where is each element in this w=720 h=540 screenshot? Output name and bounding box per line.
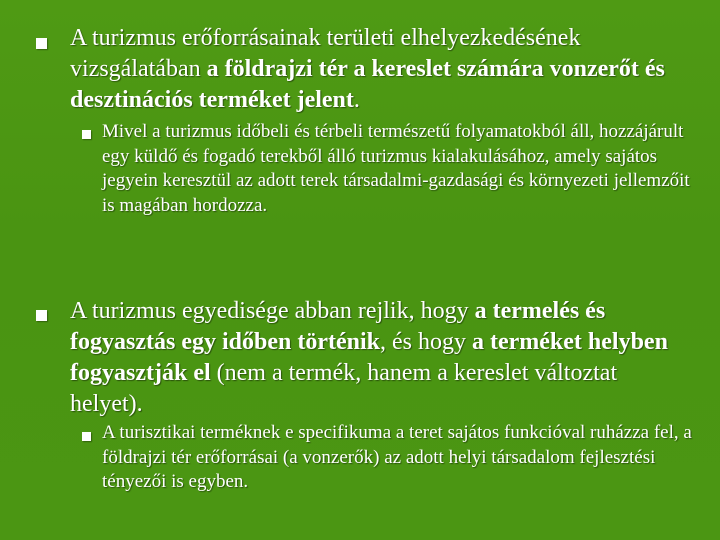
bold-text-segment: a termelés és fogyasztás egy időben történik [70, 298, 606, 355]
square-bullet-icon [36, 310, 47, 321]
text-segment: A turisztikai terméknek e specifikuma a teret sajátos funkcióval ruházza fel, a földrajzi tér erőforrásai (a vonzerők) az adott helyi társadalom fejlesztési tényezői is egyben. [102, 422, 692, 492]
sub-bullet-text [102, 421, 692, 495]
bold-text-segment: a földrajzi tér a kereslet számára vonzerőt és desztinációs terméket jelent [70, 56, 665, 113]
square-bullet-icon [82, 432, 91, 441]
bullet-text [70, 296, 690, 420]
text-segment: (nem a termék, hanem a kereslet változtat helyet). [70, 360, 618, 417]
text-segment: . [353, 87, 360, 113]
text-segment: A turizmus egyedisége abban rejlik, hogy [70, 298, 475, 324]
bold-text-segment: a terméket helyben fogyasztják el [70, 329, 668, 386]
text-segment: A turizmus erőforrásainak területi elhelyezkedésének vizsgálatában [70, 25, 581, 82]
sub-bullet-text [102, 120, 692, 218]
square-bullet-icon [82, 130, 91, 139]
square-bullet-icon [36, 38, 47, 49]
bullet-text [70, 23, 670, 116]
text-segment: Mivel a turizmus időbeli és térbeli természetű folyamatokból áll, hozzájárult egy küldő és fogadó terekből álló turizmus kialakulásához, amely sajátos jegyein keresztül az adott terek társadalmi-gazdasági és környezeti jellemzőit is magában hordozza. [102, 121, 690, 216]
text-segment: , és hogy [379, 329, 472, 355]
